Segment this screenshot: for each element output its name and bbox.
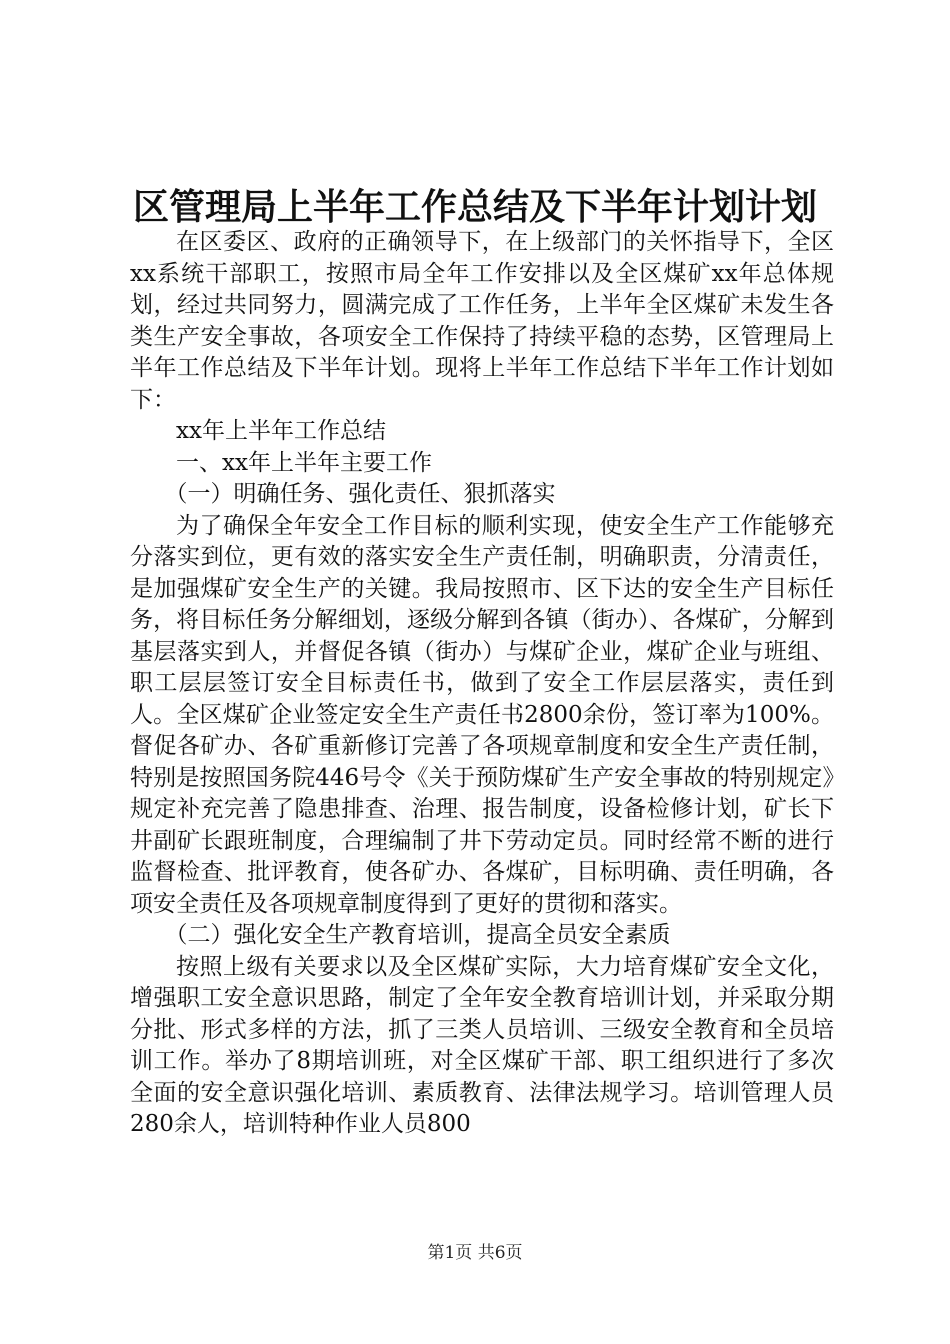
subsection-heading-1: （一）明确任务、强化责任、狠抓落实	[164, 481, 556, 507]
section-heading-summary: xx年上半年工作总结	[176, 418, 386, 444]
section-heading-main-work: 一、xx年上半年主要工作	[176, 449, 432, 476]
page-number-footer: 第1页 共6页	[427, 1243, 523, 1263]
subsection-heading-2: （二）强化安全生产教育培训，提高全员安全素质	[164, 922, 671, 948]
document-title: 区管理局上半年工作总结及下半年计划计划	[132, 186, 817, 228]
document-body	[130, 227, 834, 1141]
paragraph-training: 按照上级有关要求以及全区煤矿实际，大力培育煤矿安全文化，增强职工安全意识思路，制定了全年安全教育培训计划，并采取分期分批、形式多样的方法，抓了三类人员培训、三级安全教育和全员培训工作。举办了8期培训班，对全区煤矿干部、职工组织进行了多次全面的安全意识强化培训、素质教育、法律法规学习。培训管理人员280余人，培训特种作业人员800	[130, 953, 834, 1137]
paragraph-intro: 在区委区、政府的正确领导下，在上级部门的关怀指导下，全区xx系统干部职工，按照市局全年工作安排以及全区煤矿xx年总体规划，经过共同努力，圆满完成了工作任务，上半年全区煤矿未发生各类生产安全事故，各项安全工作保持了持续平稳的态势，区管理局上半年工作总结及下半年计划。现将上半年工作总结下半年工作计划如下：	[130, 229, 834, 413]
paragraph-responsibility: 为了确保全年安全工作目标的顺利实现，使安全生产工作能够充分落实到位，更有效的落实安全生产责任制，明确职责，分清责任，是加强煤矿安全生产的关键。我局按照市、区下达的安全生产目标任务，将目标任务分解细划，逐级分解到各镇（街办）、各煤矿，分解到基层落实到人，并督促各镇（街办）与煤矿企业，煤矿企业与班组、职工层层签订安全目标责任书，做到了安全工作层层落实，责任到人。全区煤矿企业签定安全生产责任书2800余份，签订率为100%。督促各矿办、各矿重新修订完善了各项规章制度和安全生产责任制，特别是按照国务院446号令《关于预防煤矿生产安全事故的特别规定》规定补充完善了隐患排查、治理、报告制度，设备检修计划，矿长下井副矿长跟班制度，合理编制了井下劳动定员。同时经常不断的进行监督检查、批评教育，使各矿办、各煤矿，目标明确、责任明确，各项安全责任及各项规章制度得到了更好的贯彻和落实。	[130, 512, 834, 917]
